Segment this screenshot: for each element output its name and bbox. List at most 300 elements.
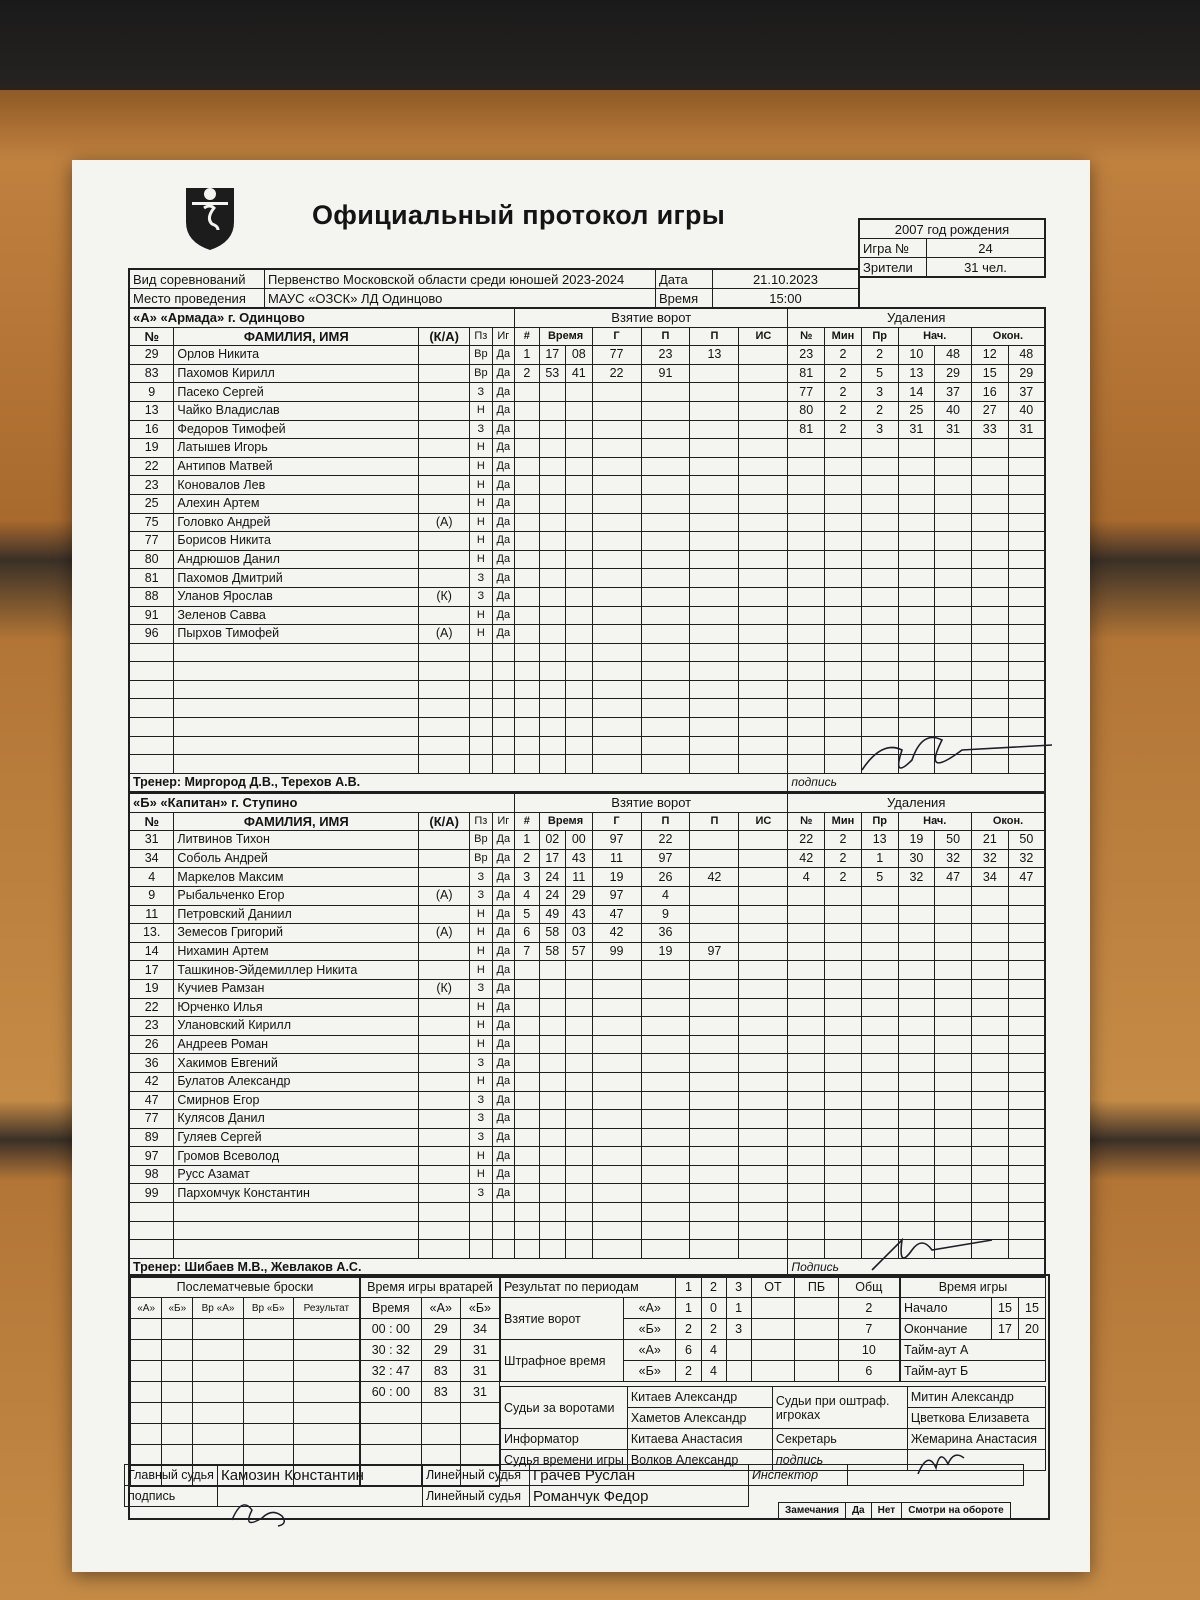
table-row	[129, 1054, 1045, 1073]
game-no: 24	[927, 239, 1046, 258]
goal-assist-1	[641, 1110, 690, 1129]
player-name: Андреев Роман	[174, 1035, 419, 1054]
table-row	[129, 868, 1045, 887]
pen-player: 77	[788, 383, 825, 402]
player-played: Да	[492, 1110, 514, 1129]
goals-a-total: 2	[838, 1298, 899, 1319]
goal-min: 53	[539, 364, 566, 383]
player-position: Н	[470, 494, 492, 513]
goal-assist-1	[641, 979, 690, 998]
goal-situation	[739, 457, 788, 476]
goal-scorer	[592, 1165, 641, 1184]
goal-no: 7	[515, 942, 539, 961]
pen-min: 2	[825, 401, 862, 420]
shootout-cell	[243, 1382, 293, 1403]
player-no: 22	[129, 998, 174, 1017]
player-no: 9	[129, 886, 174, 905]
goal-min	[539, 736, 566, 755]
goal-min	[539, 1035, 566, 1054]
goal-situation	[739, 1240, 788, 1259]
goal-judge-2: Хаметов Александр	[627, 1408, 772, 1429]
goal-assist-1	[641, 1054, 690, 1073]
goal-situation	[739, 699, 788, 718]
player-position: З	[470, 868, 492, 887]
pen-end-sec	[1008, 606, 1045, 625]
goal-assist-2	[690, 961, 739, 980]
pen-start-min	[898, 1165, 935, 1184]
pen-start-sec	[935, 961, 972, 980]
goal-assist-1: 19	[641, 942, 690, 961]
goal-sec	[566, 606, 593, 625]
goal-sec	[566, 457, 593, 476]
player-no: 47	[129, 1091, 174, 1110]
venue: МАУС «ОЗСК» ЛД Одинцово	[265, 289, 656, 309]
team_a-col-name: ФАМИЛИЯ, ИМЯ	[174, 327, 419, 346]
team_b-col-name: ФАМИЛИЯ, ИМЯ	[174, 812, 419, 831]
player-position	[470, 662, 492, 681]
goal-scorer	[592, 1072, 641, 1091]
goal-no: 6	[515, 924, 539, 943]
pen-min	[825, 550, 862, 569]
shootout-cell	[162, 1361, 193, 1382]
goal-scorer	[592, 457, 641, 476]
player-position: Н	[470, 961, 492, 980]
team_b-pcol-min: Мин	[825, 812, 862, 831]
goal-no: 3	[515, 868, 539, 887]
goal-min: 24	[539, 868, 566, 887]
player-name: Соболь Андрей	[174, 849, 419, 868]
pen-end-min	[971, 680, 1008, 699]
goal-assist-2	[690, 924, 739, 943]
goal-sec: 29	[566, 886, 593, 905]
goal-situation	[739, 439, 788, 458]
competition-table	[128, 268, 860, 309]
pen-reason	[861, 606, 898, 625]
goal-assist-2	[690, 364, 739, 383]
pen-start-sec	[935, 1147, 972, 1166]
player-position: З	[470, 886, 492, 905]
pen-start-sec	[935, 643, 972, 662]
player-no: 19	[129, 439, 174, 458]
goal-sec	[566, 699, 593, 718]
pen-end-min	[971, 1203, 1008, 1222]
team_a-pcol-min: Мин	[825, 327, 862, 346]
table-row	[129, 550, 1045, 569]
pen-end-min	[971, 961, 1008, 980]
goal-assist-1: 22	[641, 831, 690, 850]
player-position: Н	[470, 606, 492, 625]
goal-assist-1	[641, 662, 690, 681]
player-name: Хакимов Евгений	[174, 1054, 419, 1073]
player-role	[419, 1147, 470, 1166]
table-row	[361, 1319, 500, 1340]
pen-player	[788, 439, 825, 458]
game-time-table	[900, 1276, 1046, 1382]
player-name: Смирнов Егор	[174, 1091, 419, 1110]
pen-end-min	[971, 1017, 1008, 1036]
pen-min	[825, 755, 862, 774]
team_a-title: «А» «Армада» г. Одинцово	[129, 308, 515, 327]
goal-scorer: 97	[592, 886, 641, 905]
goal-min	[539, 1054, 566, 1073]
player-no: 99	[129, 1184, 174, 1203]
pen-start-min	[898, 1072, 935, 1091]
pen-reason	[861, 587, 898, 606]
pen-end-sec	[1008, 1184, 1045, 1203]
goal-assist-2	[690, 886, 739, 905]
pen-player: 80	[788, 401, 825, 420]
player-position: З	[470, 1110, 492, 1129]
pen-reason	[861, 439, 898, 458]
pen-player	[788, 979, 825, 998]
pen-start-sec: 31	[935, 420, 972, 439]
pen-start-min: 30	[898, 849, 935, 868]
goal-assist-2	[690, 755, 739, 774]
shootout-cell	[243, 1424, 293, 1445]
goal-assist-2	[690, 1203, 739, 1222]
goal-situation	[739, 625, 788, 644]
table-row	[131, 1382, 360, 1403]
pen-start-min	[898, 457, 935, 476]
player-name: Рыбальченко Егор	[174, 886, 419, 905]
goal-situation	[739, 1184, 788, 1203]
competition-label: Вид соревнований	[129, 269, 265, 289]
tag-a-pim: «А»	[624, 1340, 676, 1361]
pen-end-min	[971, 587, 1008, 606]
pen-end-sec	[1008, 1147, 1045, 1166]
player-name: Головко Андрей	[174, 513, 419, 532]
shootout-cell	[293, 1424, 359, 1445]
player-name: Пасеко Сергей	[174, 383, 419, 402]
pen-reason	[861, 1091, 898, 1110]
pen-end-min	[971, 979, 1008, 998]
pen-min	[825, 513, 862, 532]
pen-player	[788, 680, 825, 699]
pim-b-p2: 4	[701, 1361, 726, 1382]
gk-empty	[421, 1403, 460, 1424]
goal-sec	[566, 1221, 593, 1240]
goal-assist-1: 23	[641, 346, 690, 365]
goal-assist-2	[690, 625, 739, 644]
goal-sec	[566, 1128, 593, 1147]
goal-scorer: 77	[592, 346, 641, 365]
pen-player	[788, 1203, 825, 1222]
goal-no	[515, 718, 539, 737]
goal-scorer	[592, 532, 641, 551]
pen-start-sec	[935, 1165, 972, 1184]
gk-sec: 32	[396, 1343, 410, 1357]
goal-scorer	[592, 1147, 641, 1166]
goal-situation	[739, 606, 788, 625]
goal-assist-2	[690, 1128, 739, 1147]
goal-assist-1	[641, 625, 690, 644]
player-position: Н	[470, 550, 492, 569]
player-no	[129, 1221, 174, 1240]
player-no: 11	[129, 905, 174, 924]
goal-scorer	[592, 1240, 641, 1259]
team_a-gcol-n: #	[515, 327, 539, 346]
goal-sec	[566, 979, 593, 998]
shootout-col-1: «Б»	[162, 1298, 193, 1319]
pen-end-sec	[1008, 569, 1045, 588]
pen-min: 2	[825, 868, 862, 887]
goal-situation	[739, 886, 788, 905]
pen-start-min	[898, 494, 935, 513]
player-played: Да	[492, 625, 514, 644]
pen-player	[788, 924, 825, 943]
goal-no	[515, 998, 539, 1017]
pen-end-min: 12	[971, 346, 1008, 365]
pen-reason	[861, 1184, 898, 1203]
player-position: Н	[470, 1072, 492, 1091]
goal-scorer	[592, 961, 641, 980]
game-no-label: Игра №	[859, 239, 927, 258]
table-row	[129, 513, 1045, 532]
pen-player: 81	[788, 420, 825, 439]
pen-start-sec	[935, 569, 972, 588]
pim-a-p2: 4	[701, 1340, 726, 1361]
goal-min	[539, 718, 566, 737]
player-played: Да	[492, 550, 514, 569]
goal-no	[515, 1240, 539, 1259]
player-position: Н	[470, 924, 492, 943]
gk-a: 83	[421, 1382, 460, 1403]
goal-assist-1	[641, 1165, 690, 1184]
pen-end-min: 16	[971, 383, 1008, 402]
goal-assist-1	[641, 532, 690, 551]
gk-b: 31	[460, 1382, 499, 1403]
player-role	[419, 849, 470, 868]
player-no: 97	[129, 1147, 174, 1166]
pen-player	[788, 1147, 825, 1166]
goal-scorer	[592, 1110, 641, 1129]
player-role	[419, 364, 470, 383]
table-row	[129, 831, 1045, 850]
pen-start-min	[898, 961, 935, 980]
goal-judges-label: Судьи за воротами	[501, 1387, 628, 1429]
player-no: 36	[129, 1054, 174, 1073]
shootout-cell	[193, 1403, 243, 1424]
player-played: Да	[492, 849, 514, 868]
shootout-cell	[131, 1403, 162, 1424]
player-played: Да	[492, 979, 514, 998]
goal-assist-1	[641, 1184, 690, 1203]
player-name: Латышев Игорь	[174, 439, 419, 458]
goal-situation	[739, 1054, 788, 1073]
pen-min	[825, 587, 862, 606]
pen-reason	[861, 550, 898, 569]
table-row	[129, 662, 1045, 681]
pen-reason: 3	[861, 420, 898, 439]
goal-assist-1	[641, 998, 690, 1017]
table-row	[129, 942, 1045, 961]
goal-assist-1	[641, 494, 690, 513]
pen-start-min	[898, 550, 935, 569]
goal-situation	[739, 924, 788, 943]
goal-no	[515, 1054, 539, 1073]
pen-end-min	[971, 924, 1008, 943]
goal-min: 02	[539, 831, 566, 850]
player-role	[419, 905, 470, 924]
player-name	[174, 699, 419, 718]
goal-assist-2	[690, 662, 739, 681]
period-col-total: Общ	[838, 1277, 899, 1298]
gk-time: 00 : 00	[361, 1319, 422, 1340]
table-row	[131, 1319, 360, 1340]
player-position: Н	[470, 998, 492, 1017]
goal-min	[539, 383, 566, 402]
player-played	[492, 643, 514, 662]
goal-min	[539, 550, 566, 569]
pen-min: 2	[825, 364, 862, 383]
player-played: Да	[492, 513, 514, 532]
goal-min: 24	[539, 886, 566, 905]
team_a-goals-title: Взятие ворот	[515, 308, 788, 327]
table-row	[129, 979, 1045, 998]
goal-no: 1	[515, 346, 539, 365]
player-played: Да	[492, 1128, 514, 1147]
goal-sec	[566, 961, 593, 980]
player-played: Да	[492, 1184, 514, 1203]
pen-player	[788, 457, 825, 476]
table-row	[129, 924, 1045, 943]
player-role	[419, 1128, 470, 1147]
goal-sec	[566, 718, 593, 737]
goal-min	[539, 494, 566, 513]
table-row	[129, 1203, 1045, 1222]
pen-reason	[861, 979, 898, 998]
secretary-signature	[912, 1444, 972, 1484]
goal-sec	[566, 680, 593, 699]
player-played: Да	[492, 868, 514, 887]
goals-a-ot	[751, 1298, 795, 1319]
player-name: Федоров Тимофей	[174, 420, 419, 439]
player-no	[129, 662, 174, 681]
goal-situation	[739, 1203, 788, 1222]
pen-min	[825, 961, 862, 980]
player-position: З	[470, 587, 492, 606]
goal-assist-1: 36	[641, 924, 690, 943]
player-role	[419, 718, 470, 737]
player-name: Юрченко Илья	[174, 998, 419, 1017]
goal-no	[515, 1035, 539, 1054]
goal-scorer	[592, 606, 641, 625]
pen-start-sec	[935, 1017, 972, 1036]
shootout-cell	[193, 1445, 243, 1466]
linesman-label-1: Линейный судья	[422, 1465, 529, 1486]
goal-assist-2	[690, 831, 739, 850]
goal-sec: 41	[566, 364, 593, 383]
goal-assist-1	[641, 1240, 690, 1259]
goal-assist-2	[690, 1147, 739, 1166]
goal-sec: 43	[566, 849, 593, 868]
player-played: Да	[492, 942, 514, 961]
table-row	[129, 457, 1045, 476]
player-played	[492, 699, 514, 718]
goal-no	[515, 1110, 539, 1129]
player-role	[419, 831, 470, 850]
pen-min	[825, 1054, 862, 1073]
goal-situation	[739, 1221, 788, 1240]
player-no: 23	[129, 1017, 174, 1036]
table-row	[361, 1382, 500, 1403]
gk-empty	[460, 1403, 499, 1424]
pen-end-sec: 37	[1008, 383, 1045, 402]
pen-player	[788, 569, 825, 588]
player-no: 77	[129, 532, 174, 551]
shootout-col-4: Результат	[293, 1298, 359, 1319]
pen-player	[788, 550, 825, 569]
player-position	[470, 680, 492, 699]
pen-min	[825, 643, 862, 662]
pen-player	[788, 643, 825, 662]
pen-reason	[861, 532, 898, 551]
player-position: Н	[470, 439, 492, 458]
goals-b-pb	[795, 1319, 838, 1340]
period-col-pb: ПБ	[795, 1277, 838, 1298]
pen-min	[825, 1035, 862, 1054]
player-no: 80	[129, 550, 174, 569]
player-role	[419, 1017, 470, 1036]
player-position	[470, 736, 492, 755]
goal-situation	[739, 905, 788, 924]
goal-sec	[566, 736, 593, 755]
player-played: Да	[492, 831, 514, 850]
goal-no	[515, 1091, 539, 1110]
table-row	[129, 439, 1045, 458]
table-row	[131, 1424, 360, 1445]
pen-player	[788, 1221, 825, 1240]
goal-no	[515, 643, 539, 662]
goal-situation	[739, 961, 788, 980]
goal-scorer	[592, 718, 641, 737]
goal-scorer	[592, 401, 641, 420]
pen-start-sec: 40	[935, 401, 972, 420]
shootout-cell	[293, 1445, 359, 1466]
goal-sec	[566, 420, 593, 439]
pen-player	[788, 606, 825, 625]
goal-assist-1	[641, 1203, 690, 1222]
start-label: Начало	[901, 1298, 992, 1319]
pen-end-sec	[1008, 1035, 1045, 1054]
player-played: Да	[492, 1147, 514, 1166]
team_a-col-ig: Иг	[492, 327, 514, 346]
pen-end-sec	[1008, 1128, 1045, 1147]
player-role	[419, 1184, 470, 1203]
goal-sec	[566, 494, 593, 513]
shootout-cell	[131, 1424, 162, 1445]
goal-situation	[739, 476, 788, 495]
goal-assist-2	[690, 699, 739, 718]
player-name: Маркелов Максим	[174, 868, 419, 887]
player-position: Н	[470, 1035, 492, 1054]
team-a-signature	[862, 725, 1062, 785]
goal-no	[515, 494, 539, 513]
player-no: 34	[129, 849, 174, 868]
pen-start-sec	[935, 662, 972, 681]
table-row	[129, 364, 1045, 383]
goal-assist-2	[690, 532, 739, 551]
pen-end-sec: 31	[1008, 420, 1045, 439]
pen-end-min	[971, 457, 1008, 476]
pen-start-sec	[935, 532, 972, 551]
pen-min	[825, 532, 862, 551]
pen-start-min	[898, 905, 935, 924]
pen-player	[788, 625, 825, 644]
player-position: З	[470, 1091, 492, 1110]
pen-start-min	[898, 587, 935, 606]
goals-b-p3: 3	[726, 1319, 751, 1340]
